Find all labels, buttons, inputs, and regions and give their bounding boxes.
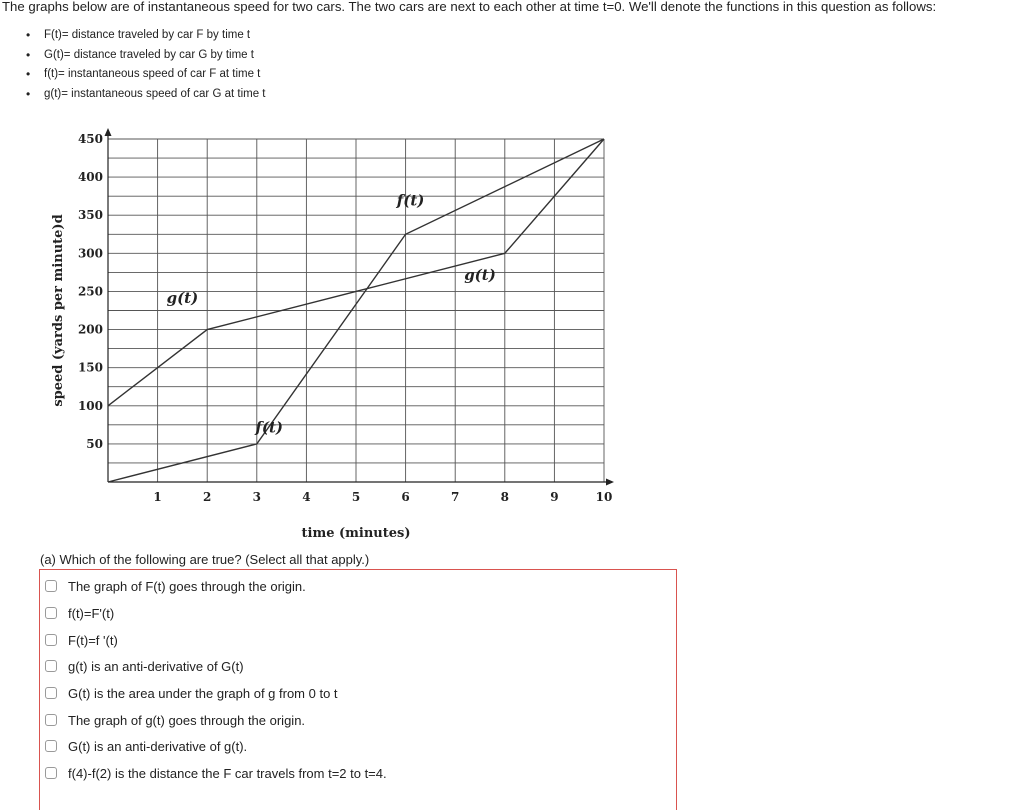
option-label: The graph of g(t) goes through the origin.	[68, 712, 306, 728]
definition-text: F(t)= distance traveled by car F by time t	[44, 29, 251, 41]
checkbox[interactable]	[45, 580, 57, 592]
answer-option[interactable]	[45, 710, 305, 730]
checkbox[interactable]	[45, 687, 57, 699]
answer-option[interactable]	[45, 603, 114, 623]
answer-option[interactable]	[45, 736, 247, 756]
y-tick-label: 300	[77, 246, 103, 261]
checkbox[interactable]	[45, 607, 57, 619]
y-tick-label: 200	[77, 322, 103, 337]
checkbox[interactable]	[45, 740, 57, 752]
x-tick-label: 4	[302, 490, 311, 504]
option-label: f(4)-f(2) is the distance the F car travels from t=2 to t=4.	[68, 765, 387, 781]
y-tick-label: 150	[77, 360, 103, 375]
y-tick-label: 100	[77, 398, 103, 413]
x-axis-arrow-icon	[606, 479, 614, 486]
x-tick-label: 9	[550, 490, 559, 504]
x-tick-label: 2	[203, 490, 212, 504]
bullet-icon: •	[26, 67, 31, 81]
curve-label: g(t)	[166, 288, 199, 307]
bullet-icon: •	[26, 28, 31, 42]
x-tick-label: 1	[153, 490, 162, 504]
option-label: G(t) is an anti-derivative of g(t).	[68, 738, 248, 754]
x-tick-label: 10	[595, 490, 613, 504]
curve-label: f(t)	[255, 418, 283, 437]
option-label: G(t) is the area under the graph of g from 0 to t	[68, 685, 338, 701]
bullet-icon: •	[26, 47, 31, 62]
curve-label: f(t)	[396, 191, 425, 210]
intro-text: The graphs below are of instantaneous speed for two cars. The two cars are next to each other at time t=0. We'll denote the functions in this question as follows:	[2, 0, 937, 14]
checkbox[interactable]	[45, 767, 57, 779]
answer-option[interactable]	[45, 576, 306, 596]
x-axis-label: time (minutes)	[301, 526, 411, 541]
definition-text: G(t)= distance traveled by car G by time t	[44, 48, 254, 61]
definition-text: g(t)= instantaneous speed of car G at time t	[44, 87, 266, 100]
definition-text: f(t)= instantaneous speed of car F at time t	[44, 68, 261, 80]
x-tick-label: 5	[351, 490, 361, 504]
checkbox[interactable]	[45, 714, 57, 726]
option-label: g(t) is an anti-derivative of G(t)	[68, 658, 244, 674]
x-tick-label: 6	[401, 490, 410, 504]
answer-option[interactable]	[45, 630, 118, 650]
y-tick-label: 250	[77, 284, 103, 299]
option-label: f(t)=F'(t)	[68, 605, 115, 621]
y-axis-label: speed (yards per minute)d	[51, 214, 66, 407]
curve-label: g(t)	[464, 266, 496, 285]
chart-grid	[108, 139, 604, 482]
checkbox[interactable]	[45, 634, 57, 646]
bullet-icon: •	[26, 86, 31, 101]
option-label: F(t)=f '(t)	[68, 632, 118, 648]
chart-ticks	[78, 132, 612, 504]
answer-option[interactable]	[45, 763, 387, 783]
checkbox[interactable]	[45, 660, 57, 672]
y-tick-label: 350	[77, 208, 103, 223]
x-tick-label: 7	[451, 490, 460, 504]
y-tick-label: 50	[86, 436, 103, 451]
y-tick-label: 450	[77, 132, 103, 146]
x-tick-label: 8	[500, 490, 509, 504]
y-tick-label: 400	[77, 170, 103, 185]
option-label: The graph of F(t) goes through the origin.	[68, 578, 306, 594]
question-prompt: (a) Which of the following are true? (Select all that apply.)	[40, 552, 370, 567]
answer-option[interactable]	[45, 656, 244, 676]
chart-annotations	[167, 191, 496, 436]
answer-option[interactable]	[45, 683, 338, 703]
y-axis-arrow-icon	[105, 128, 112, 136]
x-tick-label: 3	[252, 490, 261, 504]
